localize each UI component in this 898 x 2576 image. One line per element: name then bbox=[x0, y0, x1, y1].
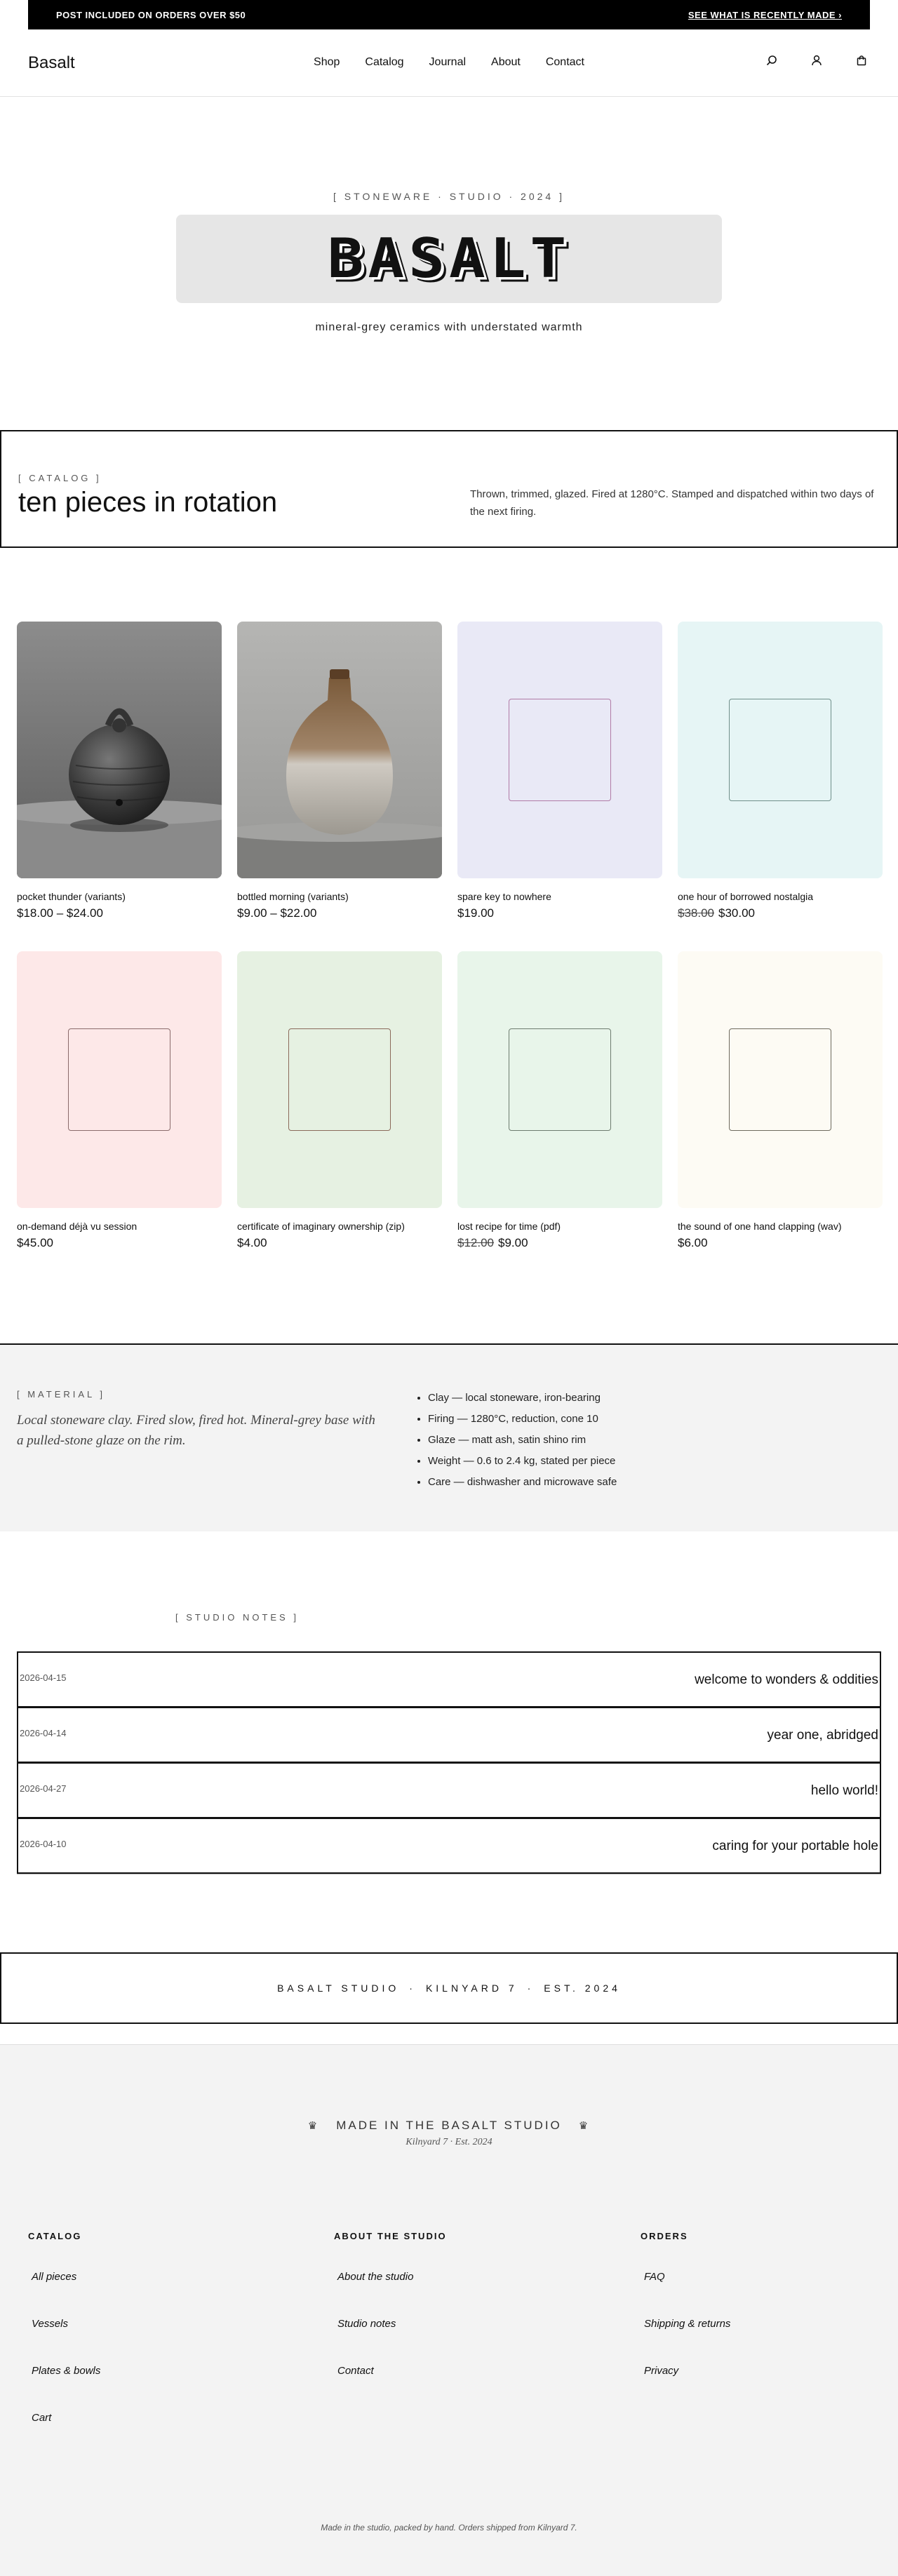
product-name[interactable]: bottled morning (variants) bbox=[237, 891, 349, 902]
footer-link[interactable]: Contact bbox=[337, 2365, 374, 2377]
separator: · bbox=[527, 1983, 535, 1994]
material-specs bbox=[414, 1388, 863, 1493]
spec-item: • Glaze — matt ash, satin shino rim bbox=[428, 1430, 863, 1451]
nav-about[interactable]: About bbox=[491, 56, 521, 68]
crown-icon: ♛ bbox=[307, 2120, 320, 2132]
footer-heading: ABOUT THE STUDIO bbox=[334, 2231, 447, 2241]
recently-made-link[interactable]: SEE WHAT IS RECENTLY MADE › bbox=[688, 9, 842, 20]
footer-made-in bbox=[0, 2119, 898, 2133]
nav-contact[interactable]: Contact bbox=[545, 56, 584, 68]
product-card[interactable] bbox=[17, 622, 222, 920]
search-icon[interactable] bbox=[763, 52, 780, 69]
placeholder-frame bbox=[509, 699, 611, 801]
announcement-text: POST INCLUDED ON ORDERS OVER $50 bbox=[56, 9, 246, 20]
footer-link[interactable]: FAQ bbox=[644, 2271, 665, 2283]
product-image-placeholder[interactable] bbox=[678, 622, 883, 878]
price-current: $6.00 bbox=[678, 1236, 708, 1249]
price-current: $4.00 bbox=[237, 1236, 267, 1249]
brand-established: EST. 2024 bbox=[544, 1983, 621, 1994]
note-date: 2026-04-14 bbox=[20, 1728, 67, 1738]
footer-link[interactable]: Shipping & returns bbox=[644, 2318, 731, 2330]
crown-icon: ♛ bbox=[578, 2120, 591, 2132]
footer-bottom-note: Made in the studio, packed by hand. Orders shipped from Kilnyard 7. bbox=[321, 2523, 577, 2533]
price-current: $45.00 bbox=[17, 1236, 53, 1249]
brand-location: KILNYARD 7 bbox=[425, 1983, 518, 1994]
product-image-placeholder[interactable] bbox=[17, 951, 222, 1208]
price-old: $12.00 bbox=[457, 1236, 494, 1249]
spec-item: • Weight — 0.6 to 2.4 kg, stated per piece bbox=[428, 1451, 863, 1472]
note-title[interactable]: hello world! bbox=[810, 1783, 878, 1798]
note-row[interactable] bbox=[17, 1762, 881, 1818]
note-title[interactable]: caring for your portable hole bbox=[712, 1839, 878, 1853]
product-card[interactable] bbox=[17, 951, 222, 1250]
product-price bbox=[17, 1236, 222, 1250]
product-price bbox=[17, 906, 222, 920]
material-description: Local stoneware clay. Fired slow, fired hot. Mineral-grey base with a pulled-stone glaze on the rim. bbox=[17, 1413, 375, 1448]
material-eyebrow: [ MATERIAL ] bbox=[17, 1389, 106, 1400]
product-name[interactable]: lost recipe for time (pdf) bbox=[457, 1221, 561, 1232]
note-row[interactable] bbox=[17, 1651, 881, 1708]
nav-journal[interactable]: Journal bbox=[429, 56, 467, 68]
product-image[interactable] bbox=[17, 622, 222, 878]
made-in-text: MADE IN THE BASALT STUDIO bbox=[336, 2119, 562, 2132]
notes-eyebrow: [ STUDIO NOTES ] bbox=[175, 1612, 299, 1623]
product-name[interactable]: one hour of borrowed nostalgia bbox=[678, 891, 814, 902]
hero-eyebrow: [ STONEWARE · STUDIO · 2024 ] bbox=[333, 191, 565, 202]
product-name[interactable]: on-demand déjà vu session bbox=[17, 1221, 138, 1232]
account-icon[interactable] bbox=[808, 52, 825, 69]
product-card[interactable] bbox=[237, 622, 442, 920]
brand-band bbox=[0, 1952, 898, 2024]
footer-link[interactable]: Privacy bbox=[644, 2365, 679, 2377]
product-image[interactable] bbox=[237, 622, 442, 878]
product-price bbox=[237, 1236, 442, 1250]
price-current: $9.00 bbox=[498, 1236, 528, 1249]
announcement-bar bbox=[28, 0, 870, 29]
price-current: $18.00 – $24.00 bbox=[17, 906, 103, 920]
hero-wordmark: BASALT bbox=[327, 227, 571, 290]
spec-item: • Firing — 1280°C, reduction, cone 10 bbox=[428, 1409, 863, 1430]
product-card[interactable] bbox=[457, 951, 662, 1250]
footer-heading: ORDERS bbox=[641, 2231, 688, 2241]
product-name[interactable]: certificate of imaginary ownership (zip) bbox=[237, 1221, 405, 1232]
placeholder-frame bbox=[288, 1028, 391, 1131]
placeholder-frame bbox=[68, 1028, 170, 1131]
catalog-title: ten pieces in rotation bbox=[18, 487, 278, 518]
product-price bbox=[237, 906, 442, 920]
note-title[interactable]: year one, abridged bbox=[767, 1728, 878, 1743]
footer-link[interactable]: Vessels bbox=[32, 2318, 68, 2330]
product-price bbox=[678, 1236, 883, 1250]
product-price bbox=[678, 906, 883, 920]
product-image-placeholder[interactable] bbox=[678, 951, 883, 1208]
footer-column-about bbox=[334, 2231, 447, 2412]
product-card[interactable] bbox=[237, 951, 442, 1250]
product-card[interactable] bbox=[678, 951, 883, 1250]
hero-wordmark-box bbox=[176, 215, 722, 303]
price-current: $9.00 – $22.00 bbox=[237, 906, 317, 920]
footer-column-catalog bbox=[28, 2231, 100, 2459]
hero-tagline: mineral-grey ceramics with understated warmth bbox=[315, 321, 583, 333]
footer-link[interactable]: Cart bbox=[32, 2412, 52, 2424]
placeholder-frame bbox=[729, 1028, 831, 1131]
product-card[interactable] bbox=[678, 622, 883, 920]
nav-catalog[interactable]: Catalog bbox=[365, 56, 404, 68]
product-price bbox=[457, 906, 662, 920]
footer-heading: CATALOG bbox=[28, 2231, 82, 2241]
product-name[interactable]: pocket thunder (variants) bbox=[17, 891, 126, 902]
note-date: 2026-04-15 bbox=[20, 1672, 67, 1683]
separator: · bbox=[409, 1983, 416, 1994]
footer-link[interactable]: Plates & bowls bbox=[32, 2365, 101, 2377]
catalog-eyebrow: [ CATALOG ] bbox=[18, 473, 102, 483]
price-current: $30.00 bbox=[718, 906, 755, 920]
product-image-placeholder[interactable] bbox=[237, 951, 442, 1208]
logo[interactable]: Basalt bbox=[28, 53, 75, 72]
footer-link[interactable]: About the studio bbox=[337, 2271, 414, 2283]
note-title[interactable]: welcome to wonders & oddities bbox=[695, 1672, 878, 1687]
product-price bbox=[457, 1236, 662, 1250]
footer-link[interactable]: All pieces bbox=[32, 2271, 77, 2283]
brand-name: BASALT STUDIO bbox=[277, 1983, 400, 1994]
footer-made-sub: Kilnyard 7 · Est. 2024 bbox=[406, 2137, 492, 2147]
note-row[interactable] bbox=[17, 1818, 881, 1874]
product-name[interactable]: spare key to nowhere bbox=[457, 891, 551, 902]
product-image-placeholder[interactable] bbox=[457, 622, 662, 878]
cart-icon[interactable] bbox=[853, 52, 870, 69]
site-header bbox=[0, 29, 898, 97]
product-card[interactable] bbox=[457, 622, 662, 920]
note-row[interactable] bbox=[17, 1707, 881, 1763]
footer-link[interactable]: Studio notes bbox=[337, 2318, 396, 2330]
spec-item: • Clay — local stoneware, iron-bearing bbox=[428, 1388, 863, 1409]
note-date: 2026-04-27 bbox=[20, 1783, 67, 1794]
footer-column-orders bbox=[641, 2231, 730, 2412]
nav-shop[interactable]: Shop bbox=[314, 56, 340, 68]
price-old: $38.00 bbox=[678, 906, 714, 920]
placeholder-frame bbox=[729, 699, 831, 801]
price-current: $19.00 bbox=[457, 906, 494, 920]
note-date: 2026-04-10 bbox=[20, 1839, 67, 1849]
placeholder-frame bbox=[509, 1028, 611, 1131]
spec-item: • Care — dishwasher and microwave safe bbox=[428, 1472, 863, 1493]
product-image-placeholder[interactable] bbox=[457, 951, 662, 1208]
catalog-description: Thrown, trimmed, glazed. Fired at 1280°C. Stamped and dispatched within two days of the next firing. bbox=[470, 488, 874, 518]
product-name[interactable]: the sound of one hand clapping (wav) bbox=[678, 1221, 842, 1232]
header-actions bbox=[763, 52, 870, 69]
